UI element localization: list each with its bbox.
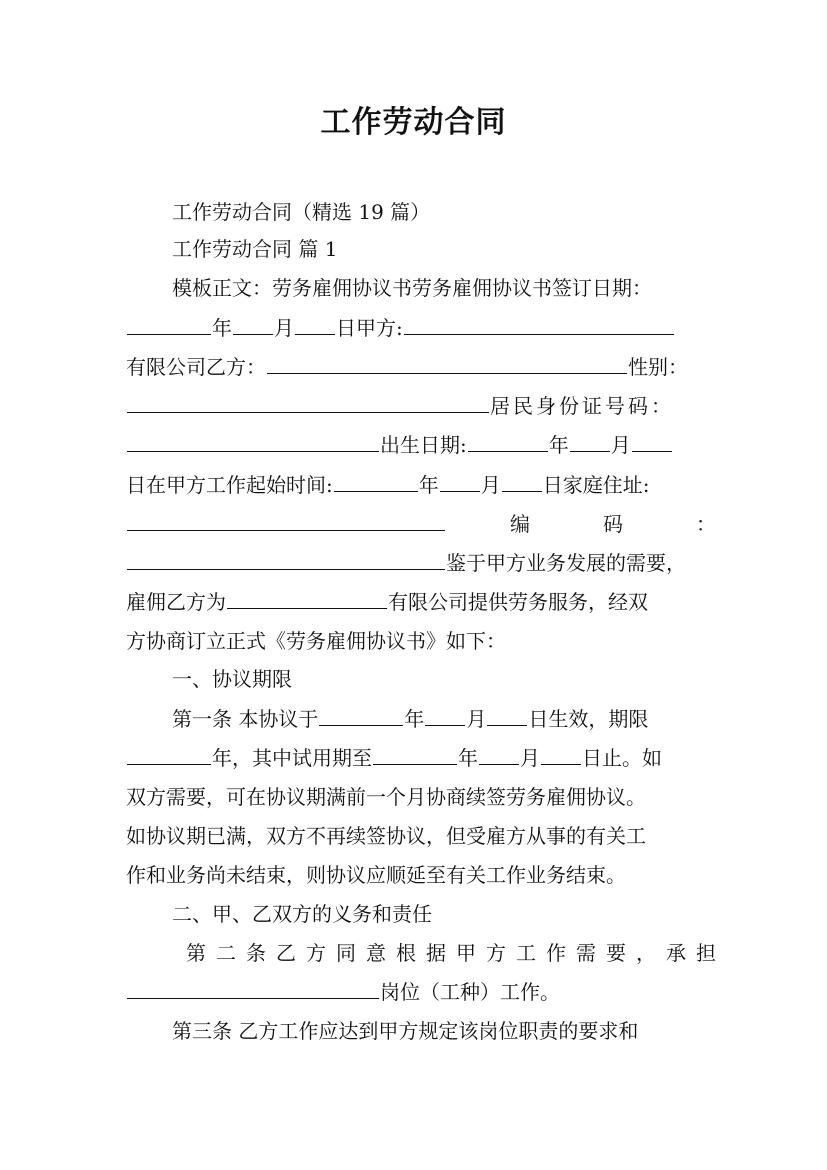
party-b-blank[interactable] (267, 353, 627, 374)
start-year-label: 年 (418, 473, 439, 497)
business-need-line (126, 547, 716, 579)
article-2-char: 二 (216, 941, 236, 965)
position-blank[interactable] (127, 978, 379, 999)
article-2-char: 据 (426, 941, 446, 965)
article-2-char: 工 (516, 941, 536, 965)
probation-text: 年，其中试用期至 (212, 746, 372, 770)
article-2-char: 作 (546, 941, 566, 965)
postal-code-blank[interactable] (127, 549, 445, 570)
id-number-line (126, 390, 716, 422)
home-address-label: 日家庭住址: (542, 473, 650, 497)
gender-label: 性别： (628, 355, 688, 379)
article-2-char: 甲 (456, 941, 476, 965)
start-month-label: 月 (480, 473, 501, 497)
birth-year-label: 年 (548, 433, 569, 457)
start-month-blank[interactable] (440, 471, 480, 492)
probation-end-text: 日止。如 (582, 746, 662, 770)
party-a-blank[interactable] (404, 314, 674, 335)
document-title: 工作劳动合同 (320, 105, 507, 140)
id-number-label: 居民身份证号码： (490, 394, 674, 418)
section-heading: 工作劳动合同 篇 1 (172, 237, 338, 261)
effective-year-label: 年 (404, 707, 425, 731)
probation-year-label: 年 (458, 746, 478, 770)
article-2-char: 需 (576, 941, 596, 965)
birth-month-label: 月 (610, 433, 631, 457)
probation-month-label: 月 (520, 746, 540, 770)
date-party-a-line (126, 312, 716, 344)
start-time-line (126, 469, 716, 501)
employ-line (126, 586, 716, 618)
month-label: 月 (274, 316, 294, 340)
postal-code-char: 码 (603, 512, 623, 536)
year-label: 年 (212, 316, 232, 340)
birth-year-blank[interactable] (468, 431, 548, 452)
home-address-blank[interactable] (127, 510, 445, 531)
start-time-label: 日在甲方工作起始时间: (126, 473, 333, 497)
template-intro-line: 模板正文：劳务雇佣协议书劳务雇佣协议书签订日期： (172, 276, 652, 300)
article-2-char: 乙 (276, 941, 296, 965)
article-2-char: ， (636, 941, 656, 965)
probation-day-blank[interactable] (541, 744, 581, 765)
article-2-char: 要 (606, 941, 626, 965)
heading-agreement-term: 一、协议期限 (172, 667, 292, 691)
day-blank[interactable] (295, 314, 335, 335)
term-years-blank[interactable] (127, 744, 211, 765)
position-line (126, 976, 716, 1008)
party-b-line (126, 351, 716, 383)
article-1-line (172, 703, 716, 735)
birth-day-blank[interactable] (632, 431, 672, 452)
probation-month-blank[interactable] (479, 744, 519, 765)
article-2-char: 意 (366, 941, 386, 965)
company-party-b-label: 有限公司乙方： (126, 355, 266, 379)
effective-month-label: 月 (466, 707, 487, 731)
birth-month-blank[interactable] (570, 431, 610, 452)
article-2-char: 方 (306, 941, 326, 965)
article-2-char: 根 (396, 941, 416, 965)
postal-code-label (446, 508, 716, 540)
party-a-label: 日甲方: (336, 316, 403, 340)
article-2-char: 承 (666, 941, 686, 965)
month-blank[interactable] (233, 314, 273, 335)
agreement-intro-line: 方协商订立正式《劳务雇佣协议书》如下： (126, 629, 506, 653)
term-text: 日生效，期限 (528, 707, 649, 731)
company-name-blank[interactable] (227, 588, 387, 609)
article-1-text: 第一条 本协议于 (172, 707, 319, 731)
id-number-blank[interactable] (127, 431, 379, 452)
expiry-line: 如协议期已满，双方不再续签协议，但受雇方从事的有关工 (126, 824, 646, 848)
probation-line (126, 742, 716, 774)
article-2-char: 担 (696, 941, 716, 965)
article-2-char: 第 (186, 941, 206, 965)
service-text: 有限公司提供劳务服务，经双 (388, 590, 648, 614)
postal-code-char: 编 (510, 512, 530, 536)
article-2-line (186, 937, 716, 969)
effective-day-blank[interactable] (487, 705, 527, 726)
year-blank[interactable] (127, 314, 211, 335)
birth-date-line (126, 429, 716, 461)
extension-line: 作和业务尚未结束，则协议应顺延至有关工作业务结束。 (126, 863, 626, 887)
gender-blank[interactable] (127, 392, 489, 413)
effective-year-blank[interactable] (319, 705, 403, 726)
business-need-text: 鉴于甲方业务发展的需要， (446, 551, 686, 575)
birth-date-label: 出生日期: (380, 433, 467, 457)
effective-month-blank[interactable] (425, 705, 465, 726)
article-2-char: 同 (336, 941, 356, 965)
article-2-char: 条 (246, 941, 266, 965)
postal-code-line (126, 508, 716, 540)
employ-text: 雇佣乙方为 (126, 590, 226, 614)
article-2-char: 方 (486, 941, 506, 965)
probation-year-blank[interactable] (373, 744, 457, 765)
heading-obligations: 二、甲、乙双方的义务和责任 (172, 902, 432, 926)
renewal-line: 双方需要，可在协议期满前一个月协商续签劳务雇佣协议。 (126, 785, 646, 809)
start-day-blank[interactable] (502, 471, 542, 492)
postal-code-colon: ： (696, 512, 716, 536)
start-year-blank[interactable] (334, 471, 418, 492)
article-3-line: 第三条 乙方工作应达到甲方规定该岗位职责的要求和 (172, 1019, 639, 1043)
position-text: 岗位（工种）工作。 (380, 980, 560, 1004)
document-subtitle: 工作劳动合同（精选 19 篇） (172, 200, 431, 224)
